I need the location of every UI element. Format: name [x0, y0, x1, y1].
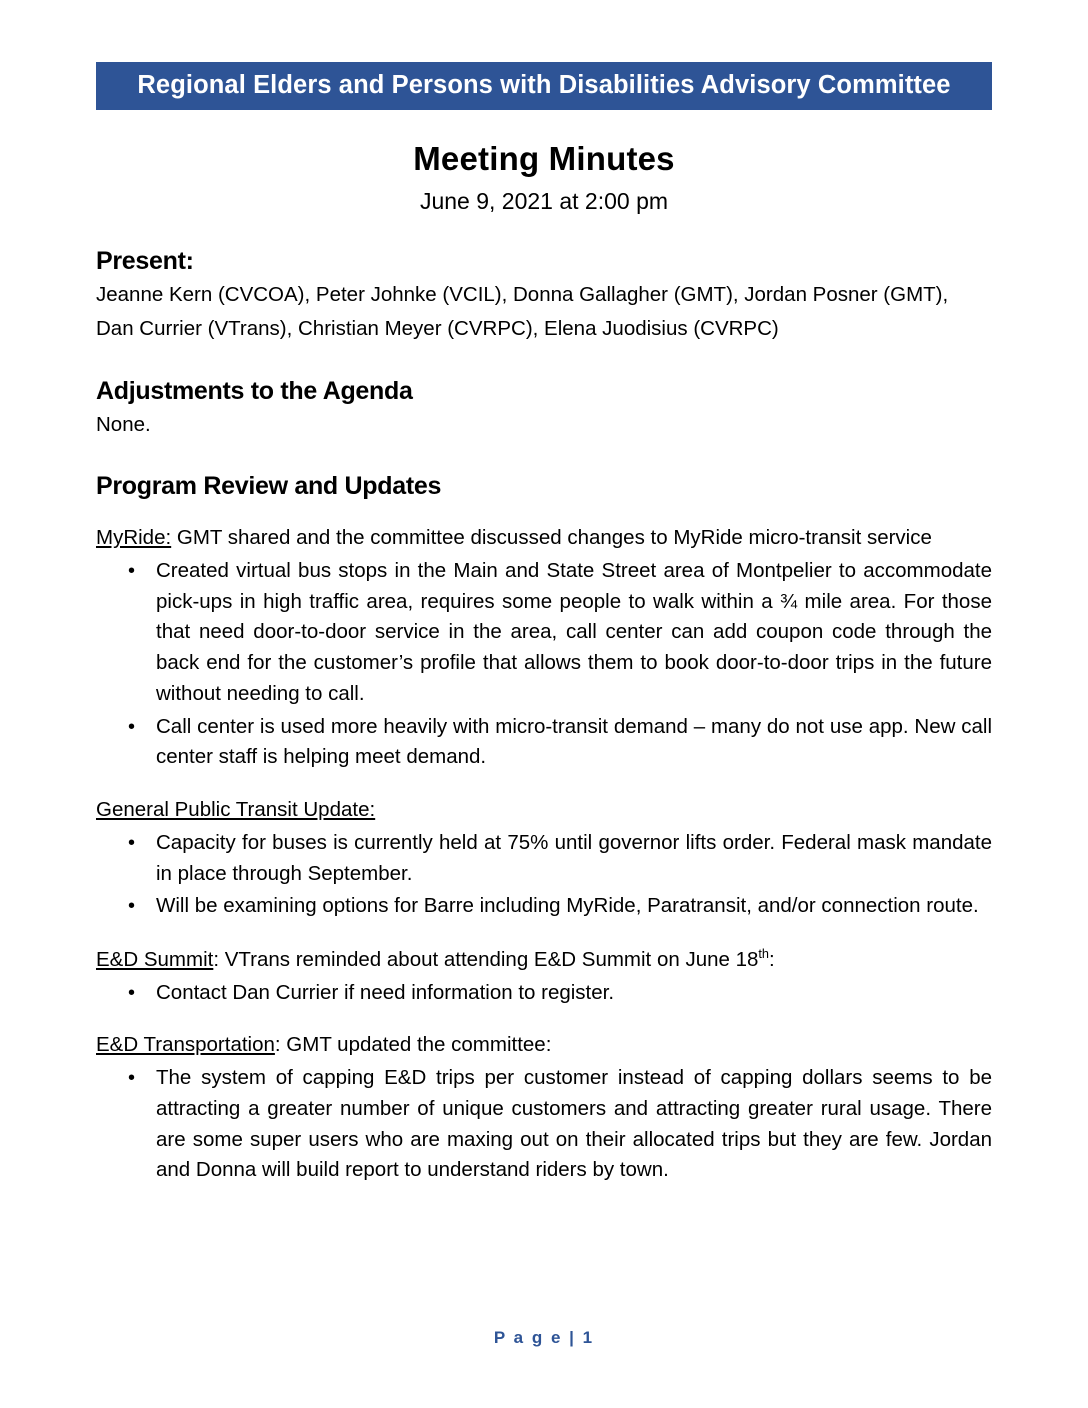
subsection-lead-ed-summit	[96, 944, 992, 976]
adjustments-body: None.	[96, 412, 151, 436]
subsection-lead-text-myride: GMT shared and the committee discussed changes to MyRide micro-transit service	[171, 526, 932, 550]
subsection-label-ed-transportation: E&D Transportation	[96, 1033, 275, 1057]
subsection-label-myride: MyRide:	[96, 526, 172, 550]
bullet-list-general-public-transit	[96, 828, 992, 922]
subsection-lead-myride	[96, 523, 992, 554]
subsection-lead-text-ed-summit: : VTrans reminded about attending E&D Summit on June 18	[213, 947, 759, 971]
list-item: • Capacity for buses is currently held at 75% until governor lifts order. Federal mask mandate in place through September.	[156, 828, 992, 890]
bullet-list-ed-transportation	[96, 1063, 992, 1186]
subsection-label-general-public-transit: General Public Transit Update:	[96, 798, 376, 822]
section-heading-present: Present:	[96, 247, 194, 276]
list-item: • Created virtual bus stops in the Main and State Street area of Montpelier to accommodate pick-ups in high traffic area, requires some people to walk within a ¾ mile area. For those that need door-to-door service in the area, call center can add coupon code through the back end for the customer’s profile that allows them to book door-to-door trips in the future without needing to call.	[156, 556, 992, 710]
page-footer: P a g e | 1	[493, 1328, 595, 1347]
document-banner-title: Regional Elders and Persons with Disabilities Advisory Committee	[96, 62, 992, 110]
list-item: • Contact Dan Currier if need information to register.	[156, 978, 992, 1009]
subsection-lead-text-ed-transportation: : GMT updated the committee:	[274, 1033, 552, 1057]
list-item: • Call center is used more heavily with micro-transit demand – many do not use app. New call center staff is helping meet demand.	[156, 712, 992, 774]
list-item: • The system of capping E&D trips per customer instead of capping dollars seems to be attracting a greater number of unique customers and attracting greater rural usage. There are some super users who are maxing out on their allocated trips but they are few. Jordan and Donna will build report to understand riders by town.	[156, 1063, 992, 1186]
subsection-lead-tail-ed-summit: :	[769, 947, 775, 971]
section-heading-adjustments: Adjustments to the Agenda	[96, 376, 413, 405]
present-line-2: Dan Currier (VTrans), Christian Meyer (CVRPC), Elena Juodisius (CVRPC)	[96, 317, 779, 341]
bullet-list-ed-summit	[96, 978, 992, 1009]
subsection-lead-ed-transportation	[96, 1030, 992, 1061]
subsection-lead-superscript-ed-summit: th	[758, 946, 770, 962]
list-item: • Will be examining options for Barre including MyRide, Paratransit, and/or connection route.	[156, 891, 992, 922]
section-heading-program-review: Program Review and Updates	[96, 472, 442, 501]
bullet-list-myride	[96, 556, 992, 773]
present-line-1: Jeanne Kern (CVCOA), Peter Johnke (VCIL), Donna Gallagher (GMT), Jordan Posner (GMT),	[96, 283, 949, 307]
page-subtitle: June 9, 2021 at 2:00 pm	[419, 188, 669, 215]
page-title: Meeting Minutes	[413, 140, 675, 178]
subsection-label-ed-summit: E&D Summit	[96, 947, 214, 971]
subsection-lead-general-public-transit	[96, 795, 992, 826]
